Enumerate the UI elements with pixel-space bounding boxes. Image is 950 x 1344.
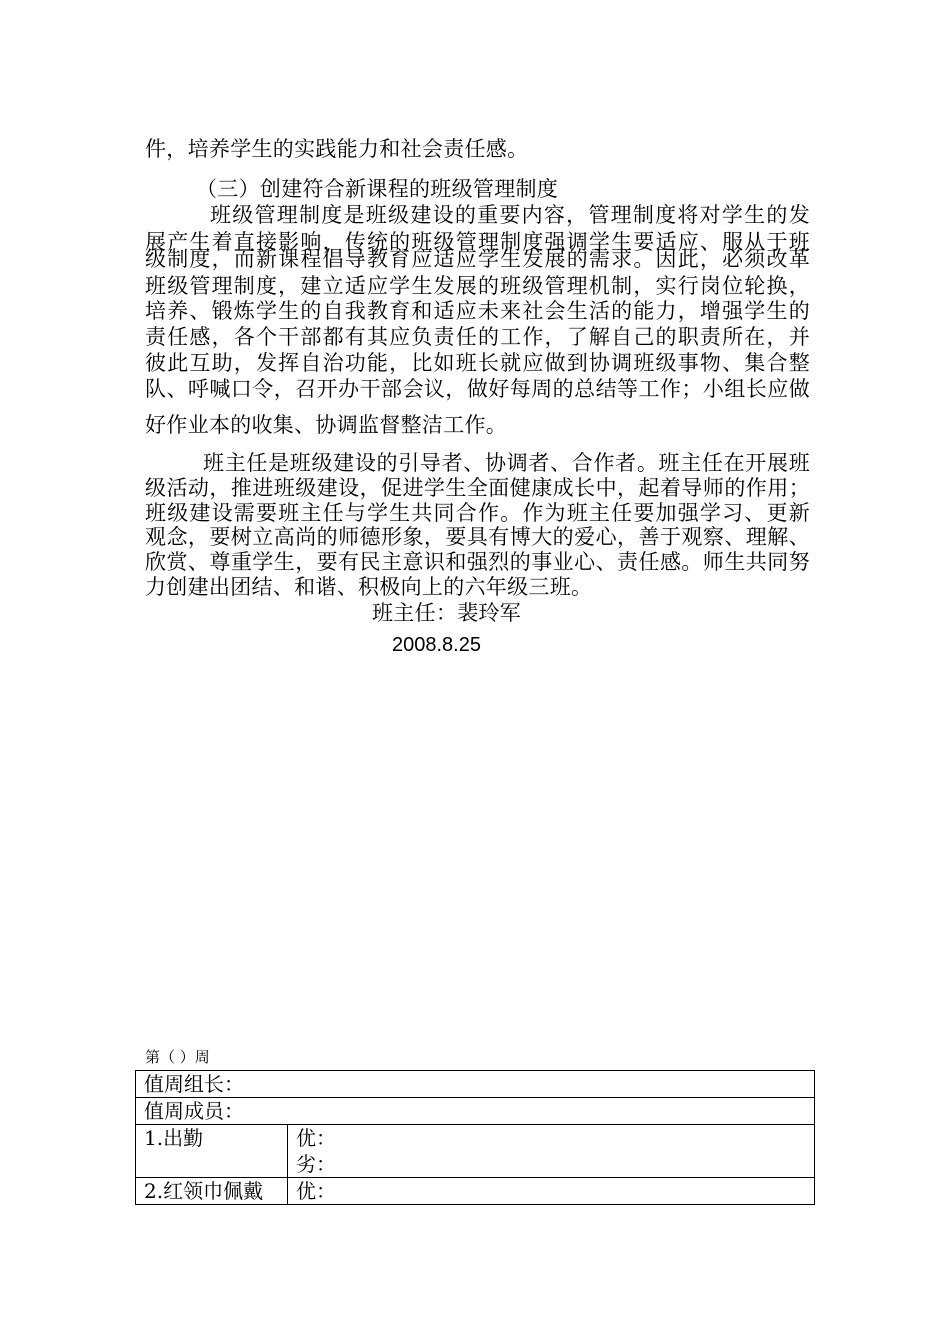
paragraph-1-line: 责任感，各个干部都有其应负责任的工作，了解自己的职责所在，并: [145, 325, 810, 349]
table-row: [136, 1125, 815, 1178]
item-cell: 1.出勤: [136, 1125, 288, 1178]
item-cell: 2.红领巾佩戴: [136, 1178, 288, 1205]
duty-table: [135, 1070, 815, 1205]
paragraph-1-line: 班级管理制度，建立适应学生发展的班级管理机制，实行岗位轮换，: [145, 274, 810, 298]
paragraph-tail: 件，培养学生的实践能力和社会责任感。: [145, 137, 529, 161]
paragraph-2-line: 班主任是班级建设的引导者、协调者、合作者。班主任在开展班: [203, 451, 810, 475]
paragraph-1-line: 彼此互助，发挥自治功能，比如班长就应做到协调班级事物、集合整: [145, 351, 810, 375]
duty-leader-cell: 值周组长：: [136, 1071, 815, 1098]
paragraph-1-line: 好作业本的收集、协调监督整洁工作。: [145, 413, 508, 437]
table-row: [136, 1071, 815, 1098]
duty-members-cell: 值周成员：: [136, 1098, 815, 1125]
paragraph-2-line: 欣赏、尊重学生，要有民主意识和强烈的事业心、责任感。师生共同努: [145, 550, 810, 574]
good-label: 优：: [296, 1126, 336, 1150]
week-label: 第（ ）周: [145, 1048, 210, 1066]
paragraph-1-line: 级制度，而新课程倡导教育应适应学生发展的需求。因此，必须改革: [145, 247, 810, 271]
paragraph-2-line: 班级建设需要班主任与学生共同合作。作为班主任要加强学习、更新: [145, 501, 810, 525]
rating-cell: [288, 1178, 815, 1205]
table-row: [136, 1098, 815, 1125]
paragraph-1-line: 班级管理制度是班级建设的重要内容，管理制度将对学生的发: [210, 203, 810, 227]
paragraph-1-line: 展产生着直接影响，传统的班级管理制度强调学生要适应、服从于班: [145, 230, 810, 254]
paragraph-2-line: 观念，要树立高尚的师德形象，要具有博大的爱心，善于观察、理解、: [145, 525, 810, 549]
paragraph-2-line: 力创建出团结、和谐、积极向上的六年级三班。: [145, 575, 593, 599]
paragraph-2-line: 级活动，推进班级建设，促进学生全面健康成长中，起着导师的作用；: [145, 476, 810, 500]
bad-label: 劣：: [296, 1152, 336, 1176]
paragraph-1-line: 培养、锻炼学生的自我教育和适应未来社会生活的能力，增强学生的: [145, 299, 810, 323]
rating-cell: [288, 1125, 815, 1178]
section-heading: （三）创建符合新课程的班级管理制度: [196, 177, 559, 201]
table-row: [136, 1178, 815, 1205]
good-label: 优：: [296, 1179, 336, 1203]
signature: 班主任：裴玲军: [372, 601, 522, 625]
paragraph-1-line: 队、呼喊口令，召开办干部会议，做好每周的总结等工作；小组长应做: [145, 377, 810, 401]
document-date: 2008.8.25: [392, 634, 481, 656]
